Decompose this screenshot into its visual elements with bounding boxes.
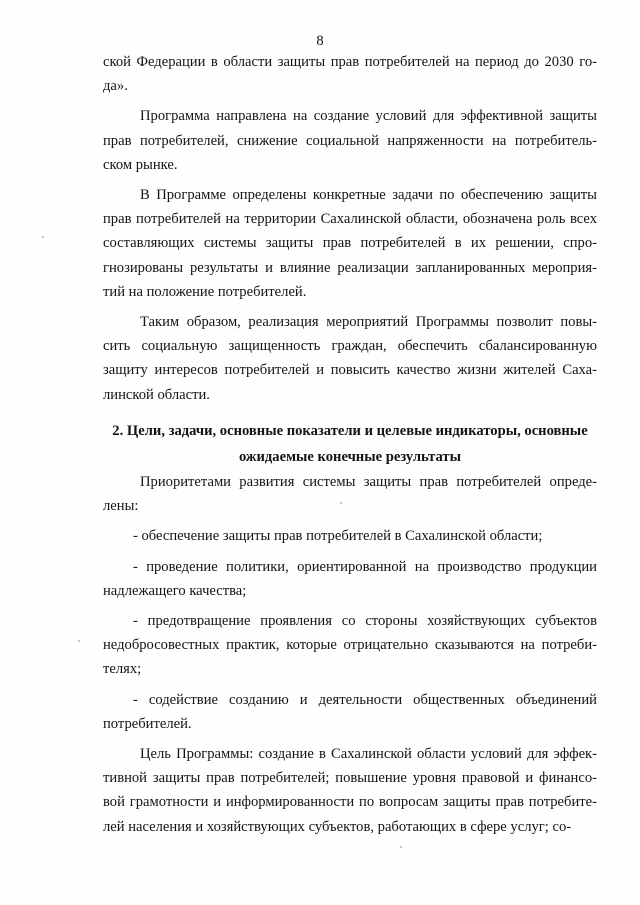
list-item-priority-4: - содействие созданию и деятельности общественных объединений потребителей. bbox=[103, 691, 597, 732]
page-number: 8 bbox=[316, 33, 324, 49]
section-heading-line2: ожидаемые конечные результаты bbox=[239, 449, 461, 465]
section-heading-line1: 2. Цели, задачи, основные показатели и целевые индикаторы, основные bbox=[112, 423, 588, 439]
paragraph-program-summary: Таким образом, реализация мероприятий Программы позволит повы-сить социальную защищенность граждан, обеспечить сбалансированную защиту интересов потребителей и повысить качество жизни жителей Саха-линской области. bbox=[103, 314, 597, 403]
paragraph-program-tasks: В Программе определены конкретные задачи по обеспечению защиты прав потребителей на территории Сахалинской области, обозначена роль всех составляющих системы защиты прав потребителей в их решении, спро-гнозированы результаты и влияние реализации запланированных мероприя-тий на положение потребителей. bbox=[103, 187, 597, 300]
scan-speck bbox=[340, 502, 342, 504]
scan-speck bbox=[78, 640, 80, 642]
list-item-priority-3: - предотвращение проявления со стороны хозяйствующих субъектов недобросовестных практик, которые отрицательно сказываются на потреби-телях; bbox=[103, 613, 597, 678]
scan-speck bbox=[42, 236, 44, 238]
list-item-priority-2: - проведение политики, ориентированной на производство продукции надлежащего качества; bbox=[103, 558, 597, 599]
paragraph-continuation: ской Федерации в области защиты прав потребителей на период до 2030 го-да». bbox=[103, 54, 597, 95]
section-heading bbox=[103, 418, 597, 470]
paragraph-program-aim: Программа направлена на создание условий для эффективной защиты прав потребителей, снижение социальной напряженности на потребитель-ском рынке. bbox=[103, 108, 597, 173]
list-item-priority-1: - обеспечение защиты прав потребителей в Сахалинской области; bbox=[133, 528, 543, 545]
body-text-top bbox=[103, 50, 597, 413]
body-text-bottom bbox=[103, 470, 597, 845]
scan-speck bbox=[400, 846, 402, 848]
paragraph-priorities-intro: Приоритетами развития системы защиты прав потребителей опреде-лены: bbox=[103, 474, 597, 515]
paragraph-program-goal: Цель Программы: создание в Сахалинской области условий для эффек-тивной защиты прав потребителей; повышение уровня правовой и финансо-вой грамотности и информированности по вопросам защиты прав потребите-лей населения и хозяйствующих субъектов, работающих в сфере услуг; со- bbox=[103, 746, 597, 835]
